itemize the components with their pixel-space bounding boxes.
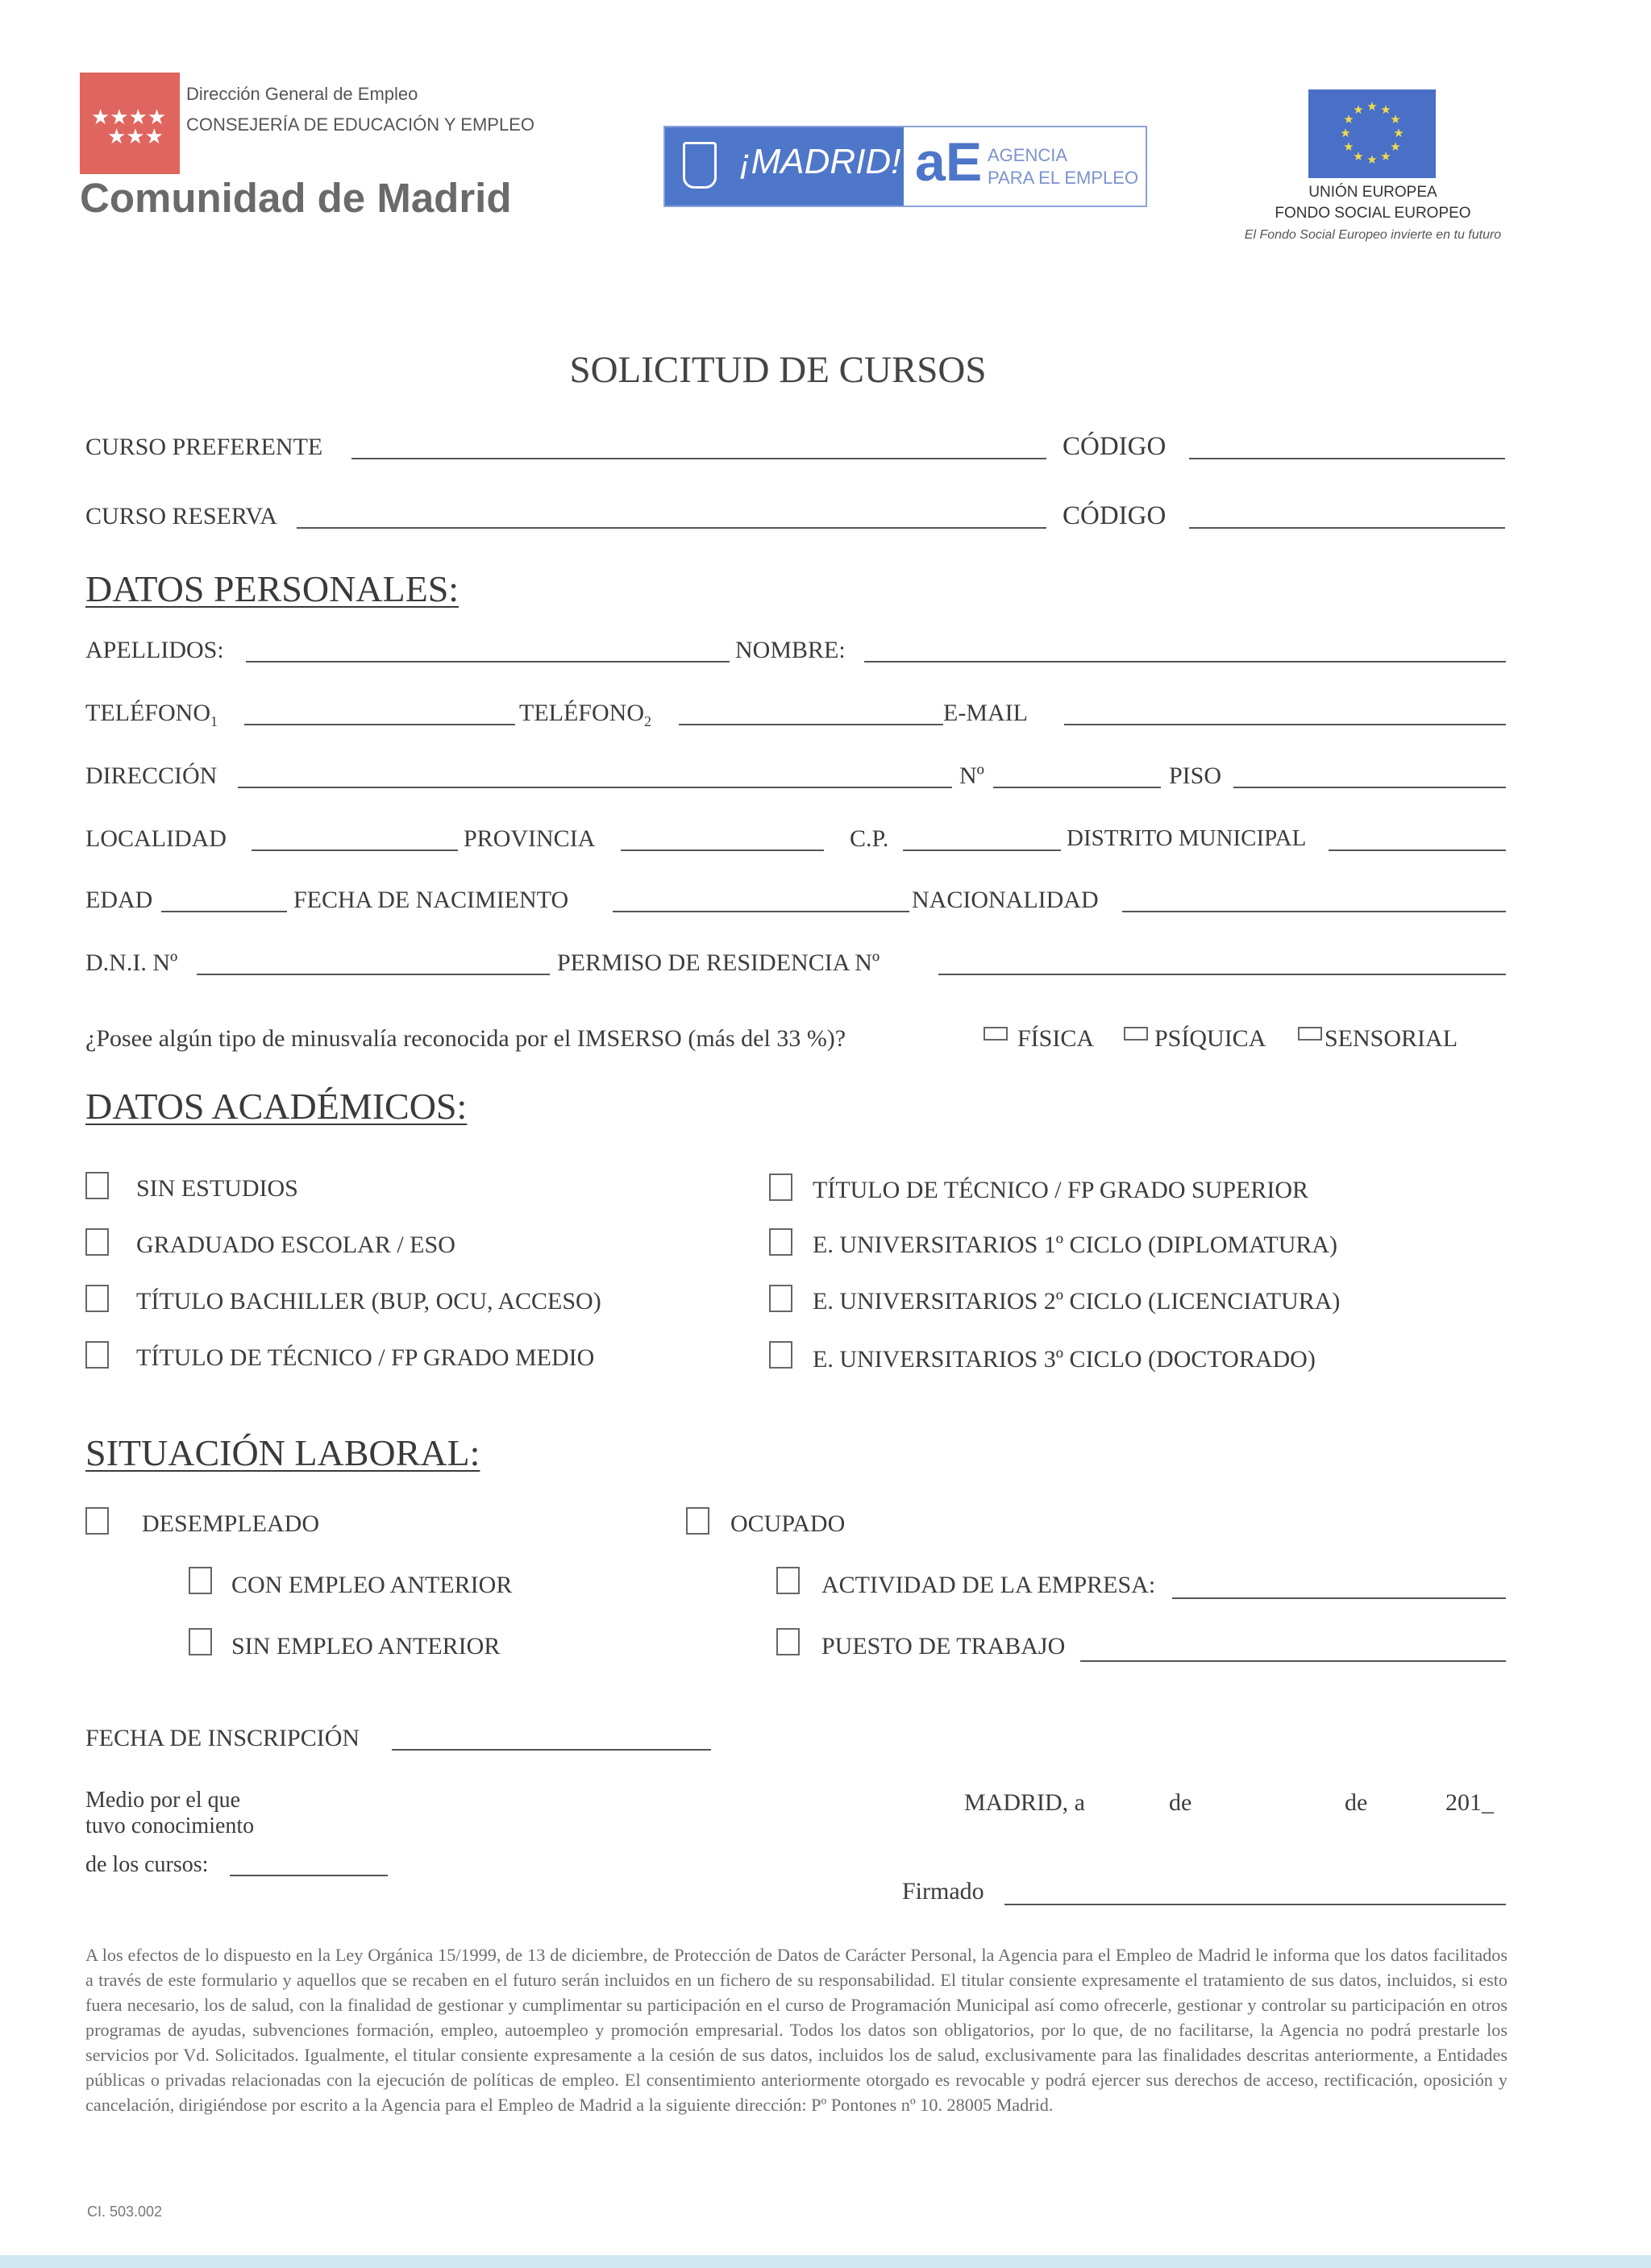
date-de-2: de [1345,1789,1368,1816]
ae-line-2: PARA EL EMPLEO [988,168,1139,188]
disability-sensory-label: SENSORIAL [1325,1025,1458,1052]
madrid-flag-icon [80,73,180,174]
ae-letters: aE [915,131,983,193]
madrid-logo-text: ¡MADRID! [739,142,901,181]
form-code: CI. 503.002 [87,2204,163,2220]
address-field[interactable] [238,787,952,788]
phone1-field[interactable] [244,724,515,725]
academic-fp-superior-checkbox[interactable] [769,1173,792,1201]
academic-diplomatura-checkbox[interactable] [769,1228,792,1256]
job-position-label: PUESTO DE TRABAJO [821,1633,1066,1659]
eu-line-1: UNIÓN EUROPEA [1308,184,1437,201]
unemployed-checkbox[interactable] [85,1507,109,1535]
data-protection-notice: A los efectos de lo dispuesto en la Ley Orgánica 15/1999, de 13 de diciembre, de Protección de Datos de Carácter Personal, la Agencia para el Empleo de Madrid le informa que los datos facilitados a través de este formulario y aquellos que se recaben en el futuro serán incluidos en un fichero de su responsabilidad. El titular consiente expresamente el tratamiento de sus datos, incluidos, si esto fuera necesario, los de salud, con la finalidad de gestionar y cumplimentar su participación en el curso de Programación Municipal así como ofrecerle, gestionar y controlar su participación en otros programas de ayudas, subvenciones formación, empleo, autoempleo y promoción empresarial. Todos los datos son obligatorios, por lo que, de no facilitarse, la Agencia no podrá prestarle los servicios por Vd. Solicitados. Igualmente, el titular consiente expresamente a la cesión de sus datos, incluidos los de salud, exclusivamente para las finalidades descritas anteriormente, a Entidades públicas o privadas relacionadas con la ejecución de políticas de empleo. El consentimiento anteriormente otorgado es revocable y podrá ejercer sus derechos de acceso, rectificación, oposición y cancelación, dirigiéndose por escrito a la Agencia para el Empleo de Madrid a la siguiente dirección: Pº Pontones nº 10. 28005 Madrid. [85,1945,1508,2115]
svg-text:★★★: ★★★ [107,125,164,149]
personal-data-heading: DATOS PERSONALES: [85,568,460,609]
svg-text:★: ★ [1390,139,1401,154]
registration-date-label: FECHA DE INSCRIPCIÓN [85,1725,360,1751]
madrid-crest-icon [683,142,717,189]
academic-option-label: TÍTULO DE TÉCNICO / FP GRADO MEDIO [136,1344,595,1371]
number-label: Nº [959,762,984,789]
academic-option-label: GRADUADO ESCOLAR / ESO [136,1232,455,1258]
svg-text:★: ★ [1366,152,1378,167]
address-label: DIRECCIÓN [85,762,218,789]
svg-text:★: ★ [1366,99,1378,114]
academic-data-heading: DATOS ACADÉMICOS: [85,1086,468,1127]
email-label: E-MAIL [943,700,1028,726]
registration-date-field[interactable] [392,1749,711,1751]
with-previous-job-label: CON EMPLEO ANTERIOR [231,1572,513,1598]
academic-licenciatura-checkbox[interactable] [769,1285,792,1312]
company-activity-checkbox[interactable] [776,1567,800,1594]
name-label: NOMBRE: [735,637,846,663]
academic-no-studies-checkbox[interactable] [85,1172,109,1199]
job-position-checkbox[interactable] [776,1628,800,1655]
signed-label: Firmado [902,1878,984,1905]
floor-label: PISO [1169,762,1222,789]
phone2-label: $TELÉFONO_2$ [519,700,651,729]
academic-option-label: E. UNIVERSITARIOS 2º CICLO (LICENCIATURA) [813,1288,1341,1315]
employment-heading: SITUACIÓN LABORAL: [85,1432,480,1473]
academic-fp-medio-checkbox[interactable] [85,1341,109,1369]
district-field[interactable] [1329,849,1506,851]
town-label: LOCALIDAD [85,825,227,852]
preferred-course-field[interactable] [351,458,1046,459]
without-previous-job-label: SIN EMPLEO ANTERIOR [231,1633,501,1659]
age-label: EDAD [85,887,153,913]
surnames-field[interactable] [246,661,730,663]
without-previous-job-checkbox[interactable] [189,1628,212,1655]
medium-line-3: de los cursos: [85,1852,209,1877]
academic-bachiller-checkbox[interactable] [85,1285,109,1312]
province-label: PROVINCIA [464,825,596,852]
postcode-label: C.P. [850,825,889,852]
preferred-course-label: CURSO PREFERENTE [85,434,323,460]
company-activity-label: ACTIVIDAD DE LA EMPRESA: [821,1572,1156,1598]
academic-option-label: E. UNIVERSITARIOS 1º CICLO (DIPLOMATURA) [813,1232,1338,1258]
province-field[interactable] [621,849,824,851]
disability-physical-label: FÍSICA [1017,1025,1095,1052]
reserve-course-label: CURSO RESERVA [85,503,277,530]
name-field[interactable] [864,661,1506,663]
medium-line-2: tuvo conocimiento [85,1813,255,1838]
job-position-field[interactable] [1080,1660,1506,1662]
svg-text:★★★★: ★★★★ [91,106,167,130]
with-previous-job-checkbox[interactable] [189,1567,212,1594]
academic-option-label: SIN ESTUDIOS [136,1175,298,1202]
disability-physical-checkbox[interactable] [984,1027,1008,1041]
svg-text:★: ★ [1343,112,1354,127]
svg-text:★: ★ [1353,149,1364,164]
preferred-code-field[interactable] [1189,458,1505,459]
academic-option-label: TÍTULO BACHILLER (BUP, OCU, ACCESO) [136,1288,601,1315]
district-label: DISTRITO MUNICIPAL [1067,825,1307,851]
unemployed-label: DESEMPLEADO [142,1510,320,1537]
disability-sensory-checkbox[interactable] [1298,1027,1322,1041]
birthdate-field[interactable] [613,911,909,912]
reserve-code-field[interactable] [1189,527,1505,529]
svg-text:★: ★ [1380,149,1391,164]
academic-option-label: TÍTULO DE TÉCNICO / FP GRADO SUPERIOR [813,1177,1309,1203]
employed-checkbox[interactable] [686,1507,709,1535]
surnames-label: APELLIDOS: [85,637,224,663]
academic-doctorado-checkbox[interactable] [769,1341,792,1369]
svg-text:★: ★ [1393,126,1404,140]
residence-permit-label: PERMISO DE RESIDENCIA Nº [557,949,880,976]
phone1-label: $TELÉFONO_1$ [85,700,218,729]
date-de-1: de [1169,1789,1192,1816]
eu-tagline: El Fondo Social Europeo invierte en tu futuro [1244,228,1502,242]
ae-line-1: AGENCIA [988,145,1068,165]
nationality-label: NACIONALIDAD [912,887,1099,913]
employed-label: OCUPADO [730,1510,846,1537]
town-field[interactable] [252,849,458,851]
svg-text:★: ★ [1340,126,1351,140]
reserve-course-field[interactable] [297,527,1046,529]
org-line-1: Dirección General de Empleo [186,84,418,104]
svg-text:★: ★ [1390,112,1401,127]
madrid-date-label: MADRID, a [964,1789,1085,1816]
academic-eso-checkbox[interactable] [85,1228,109,1256]
disability-psychic-label: PSÍQUICA [1154,1025,1266,1052]
medium-field[interactable] [230,1875,388,1876]
email-field[interactable] [1064,724,1506,725]
preferred-code-label: CÓDIGO [1063,432,1167,461]
phone2-field[interactable] [679,724,943,725]
disability-psychic-checkbox[interactable] [1124,1027,1148,1041]
date-year: 201_ [1445,1789,1494,1816]
dni-field[interactable] [197,974,550,975]
svg-text:★: ★ [1353,102,1364,117]
age-field[interactable] [161,911,287,912]
svg-text:★: ★ [1343,139,1354,154]
org-name: Comunidad de Madrid [80,175,512,221]
number-field[interactable] [993,787,1161,788]
dni-label: D.N.I. Nº [85,949,178,976]
disability-question: ¿Posee algún tipo de minusvalía reconocida por el IMSERSO (más del 33 %)? [85,1025,846,1052]
reserve-code-label: CÓDIGO [1063,501,1167,530]
signature-field[interactable] [1004,1904,1506,1905]
medium-line-1: Medio por el que [85,1788,241,1813]
residence-permit-field[interactable] [938,974,1506,975]
floor-field[interactable] [1233,787,1506,788]
madrid-agency-logo [663,126,1147,207]
eu-line-2: FONDO SOCIAL EUROPEO [1275,205,1471,222]
page-title: SOLICITUD DE CURSOS [569,349,987,391]
nationality-field[interactable] [1122,911,1506,912]
madrid-logo-panel [665,127,904,206]
eu-flag-icon [1308,89,1436,178]
scan-edge-strip [0,2255,1651,2268]
birthdate-label: FECHA DE NACIMIENTO [293,887,569,913]
org-line-2: CONSEJERÍA DE EDUCACIÓN Y EMPLEO [186,114,534,135]
company-activity-field[interactable] [1172,1597,1506,1599]
academic-option-label: E. UNIVERSITARIOS 3º CICLO (DOCTORADO) [813,1346,1316,1373]
svg-text:★: ★ [1380,102,1391,117]
postcode-field[interactable] [903,849,1061,851]
